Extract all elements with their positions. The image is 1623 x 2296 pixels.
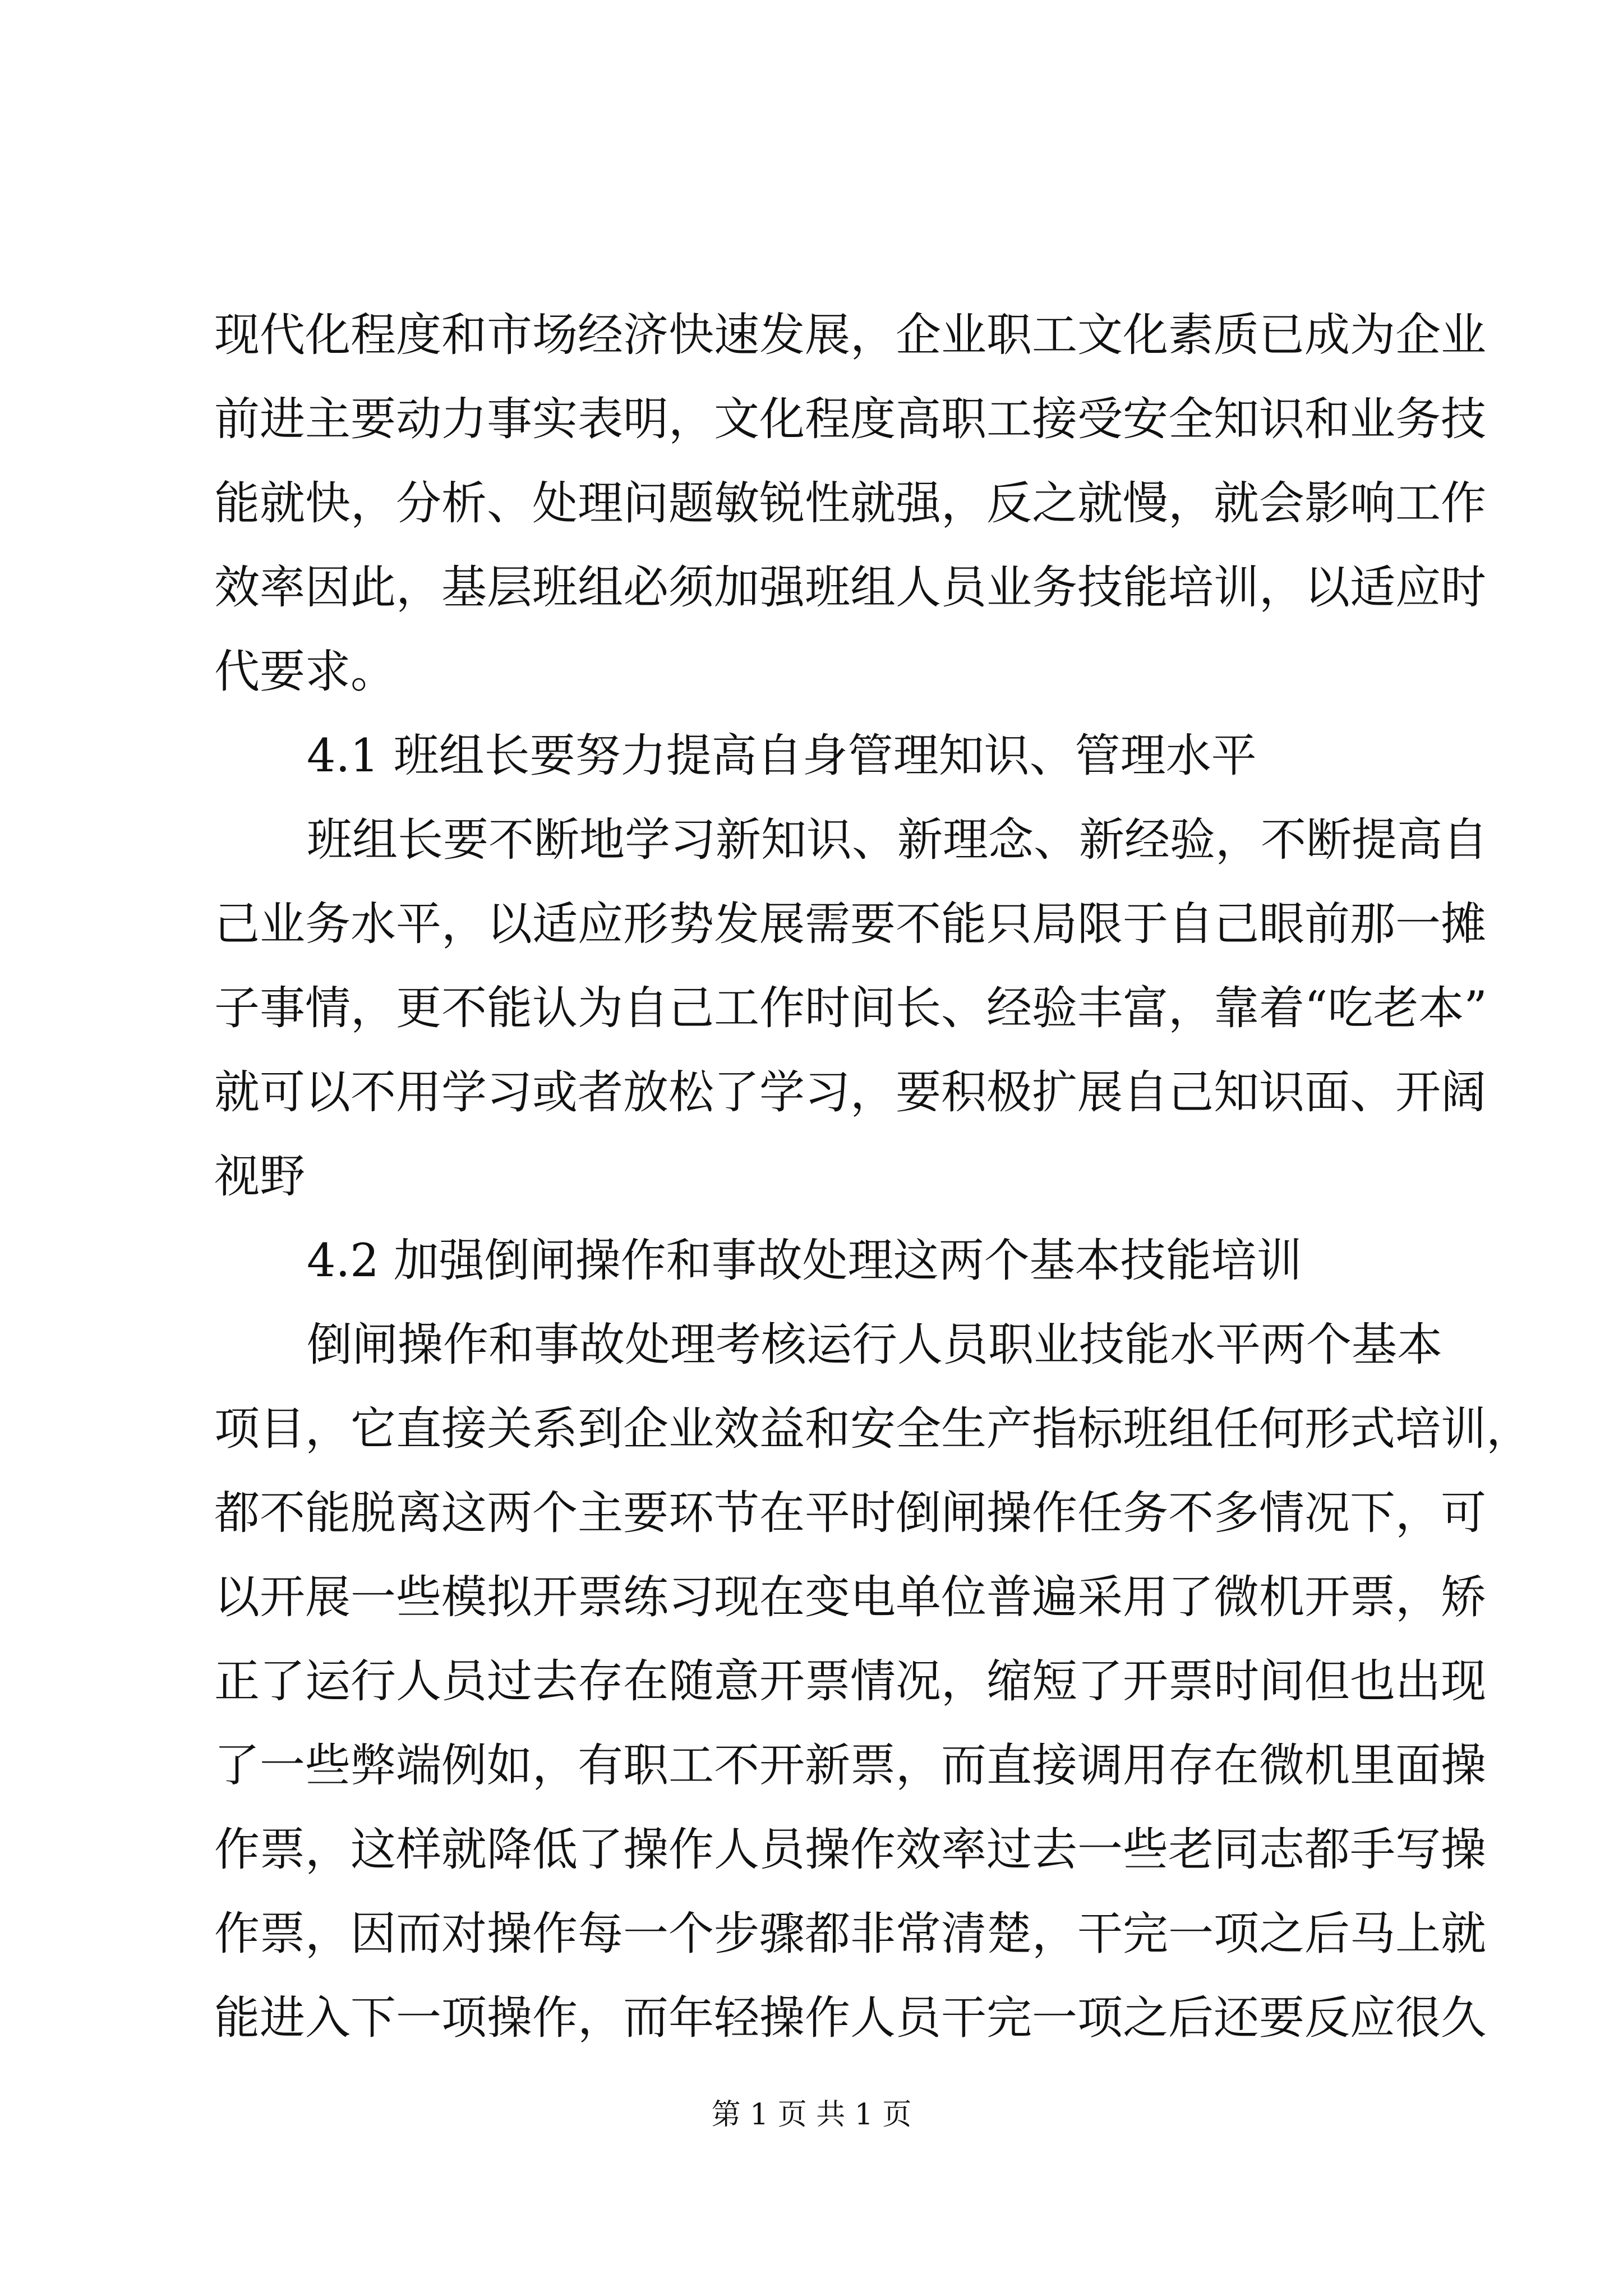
page-footer: 第 1 页 共 1 页 [711,2098,912,2132]
text-line-7: 班组长要不断地学习新知识、新理念、新经验，不断提高自 [307,814,1488,867]
text-line-15: 都不能脱离这两个主要环节在平时倒闸操作任务不多情况下，可 [214,1487,1487,1540]
text-line-11: 视野 [214,1151,306,1203]
text-line-8: 己业务水平，以适应形势发展需要不能只局限于自己眼前那一摊 [214,898,1487,951]
text-line-5: 代要求。 [214,646,396,698]
text-line-10: 就可以不用学习或者放松了学习，要积极扩展自己知识面、开阔 [214,1066,1487,1119]
text-line-20: 作票，因而对操作每一个步骤都非常清楚，干完一项之后马上就 [214,1908,1487,1961]
text-line-2: 前进主要动力事实表明，文化程度高职工接受安全知识和业务技 [214,393,1487,446]
text-line-16: 以开展一些模拟开票练习现在变电单位普遍采用了微机开票，矫 [214,1571,1487,1624]
text-line-1: 现代化程度和市场经济快速发展，企业职工文化素质已成为企业 [214,309,1487,362]
text-line-14: 项目，它直接关系到企业效益和安全生产指标班组任何形式培训， [214,1403,1532,1456]
text-line-17: 正了运行人员过去存在随意开票情况，缩短了开票时间但也出现 [214,1655,1487,1708]
text-line-21: 能进入下一项操作，而年轻操作人员干完一项之后还要反应很久 [214,1992,1487,2045]
text-line-4: 效率因此，基层班组必须加强班组人员业务技能培训，以适应时 [214,562,1487,614]
text-line-3: 能就快，分析、处理问题敏锐性就强，反之就慢，就会影响工作 [214,477,1487,530]
text-line-9: 子事情，更不能认为自己工作时间长、经验丰富，靠着“吃老本” [214,982,1487,1035]
section-heading-4-1: 4.1 班组长要努力提高自身管理知识、管理水平 [307,730,1257,783]
text-line-18: 了一些弊端例如，有职工不开新票，而直接调用存在微机里面操 [214,1740,1487,1792]
section-heading-4-2: 4.2 加强倒闸操作和事故处理这两个基本技能培训 [307,1235,1302,1287]
text-line-13: 倒闸操作和事故处理考核运行人员职业技能水平两个基本 [307,1319,1443,1372]
text-line-19: 作票，这样就降低了操作人员操作效率过去一些老同志都手写操 [214,1824,1487,1876]
